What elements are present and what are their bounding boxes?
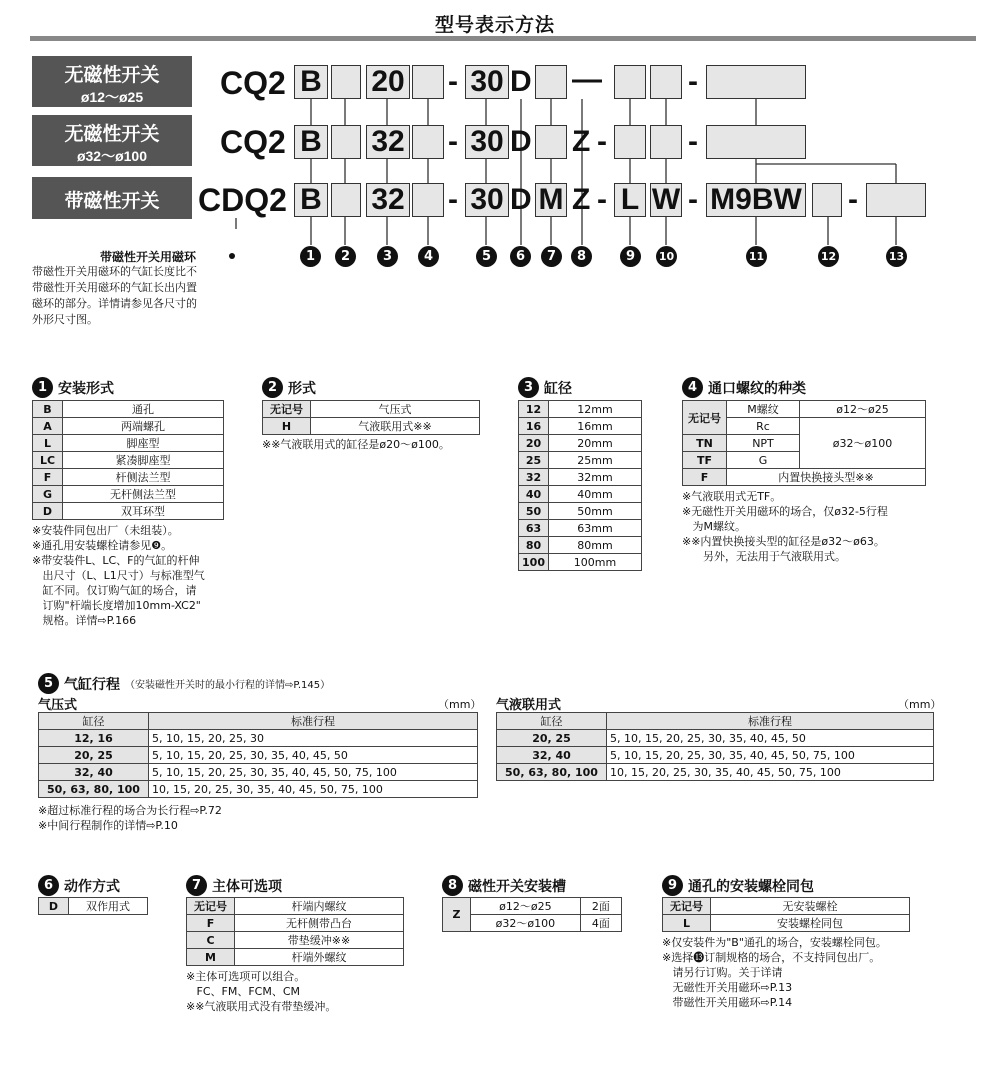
- num-11: 11: [746, 246, 767, 267]
- code-option-row3: [866, 183, 926, 217]
- longdash: —: [572, 63, 602, 96]
- code-b-row3: B: [294, 183, 328, 217]
- code-qty-row3: [812, 183, 842, 217]
- table-bolt: 无记号 无安装螺栓 L 安装螺栓同包: [662, 897, 910, 932]
- dash: -: [597, 183, 607, 216]
- code-d-row2: D: [510, 125, 532, 158]
- table-stroke-air: 缸径 标准行程 12, 16 5, 10, 15, 20, 25, 30 20, 25 5, 10, 15, 20, 25, 30, 35, 40, 45, 50 32, 40 5, 10, 15, 20, 25, 30, 35, 40, 45, 50, 75, 100 50, 63, 80, 100 10, 15, 20, 25, 30, 35, 40, 45, 50, 75, 100: [38, 712, 478, 798]
- num-13: 13: [886, 246, 907, 267]
- section-1-title: 1 安装形式: [32, 377, 114, 398]
- code-l-row3: L: [614, 183, 646, 217]
- code-bolt-row1: [650, 65, 682, 99]
- num-6: 6: [510, 246, 531, 267]
- section-9-note: ※仅安装件为"B"通孔的场合，安装螺栓同包。 ※选择⓭订制规格的场合，不支持同包出厂。 请另行订购。关于详请 无磁性开关用磁环⇨P.13 带磁性开关用磁环⇨P.14: [662, 936, 887, 1009]
- code-type-row1: [331, 65, 361, 99]
- dash: -: [688, 183, 698, 216]
- dash: -: [448, 183, 458, 216]
- section-2-title: 2 形式: [262, 377, 316, 398]
- dash: -: [688, 65, 698, 98]
- code-b-row1: B: [294, 65, 328, 99]
- section-7-note: ※主体可选项可以组合。 FC、FM、FCM、CM ※※气液联用式没有带垫缓冲。: [186, 970, 337, 1013]
- dash: -: [688, 125, 698, 158]
- dash: -: [597, 125, 607, 158]
- num-9: 9: [620, 246, 641, 267]
- code-w-row3: W: [651, 183, 681, 216]
- table-body-option: 无记号 杆端内螺纹 F 无杆侧带凸台 C 带垫缓冲※※ M 杆端外螺纹: [186, 897, 404, 966]
- section-2-note: ※※气液联用式的缸径是ø20～ø100。: [262, 438, 450, 451]
- code-type-row2: [331, 125, 361, 159]
- label-row2: 无磁性开关 ø32～ø100: [32, 115, 192, 166]
- table-action: D 双作用式: [38, 897, 148, 915]
- table-type: 无记号 气压式 H 气液联用式※※: [262, 400, 480, 435]
- code-d-row3: D: [510, 183, 532, 216]
- stroke-a-unit: （mm）: [438, 698, 482, 711]
- num-12: 12: [818, 246, 839, 267]
- num-4: 4: [418, 246, 439, 267]
- section-4-title: 4 通口螺纹的种类: [682, 377, 806, 398]
- code-mount-row2: [614, 125, 646, 159]
- section-7-title: 7 主体可选项: [186, 875, 282, 896]
- magnet-note: 带磁性开关用磁环的气缸长度比不 带磁性开关用磁环的气缸长出内置 磁环的部分。详情请参见各尺寸的 外形尺寸图。: [32, 265, 197, 326]
- code-opt-row2: [535, 125, 567, 159]
- num-1: 1: [300, 246, 321, 267]
- code-bore-row1: 20: [366, 65, 410, 99]
- magnet-title: 带磁性开关用磁环: [100, 250, 197, 264]
- code-suffix-row1: [706, 65, 806, 99]
- table-port-thread: 无记号 M螺纹 ø12～ø25 Rc ø32～ø100 TN NPT TF G F 内置快换接头型※※: [682, 400, 926, 486]
- table-bore: 12 12mm 16 16mm 20 20mm 25 25mm 32 32mm 40 40mm 50 50mm 63 63mm 80 80mm 100 100mm: [518, 400, 642, 571]
- section-5-note: ※超过标准行程的场合为长行程⇨P.72 ※中间行程制作的详情⇨P.10: [38, 804, 222, 832]
- section-8-title: 8 磁性开关安装槽: [442, 875, 566, 896]
- title-rule: [30, 36, 976, 41]
- model-prefix-row3: CDQ2: [198, 182, 287, 218]
- section-6-title: 6 动作方式: [38, 875, 120, 896]
- dash: -: [448, 125, 458, 158]
- stroke-a-title: 气压式: [38, 698, 78, 713]
- dash: -: [448, 65, 458, 98]
- section-4-note: ※气液联用式无TF。 ※无磁性开关用磁环的场合，仅ø32-5行程 为M螺纹。 ※※内置快换接头型的缸径是ø32～ø63。 另外，无法用于气液联用式。: [682, 490, 888, 563]
- page-title: 型号表示方法: [434, 14, 555, 36]
- code-z-row3: Z: [572, 183, 591, 216]
- code-stroke-row2: 30: [465, 125, 509, 159]
- model-prefix-row2: CQ2: [220, 124, 286, 160]
- num-10: 10: [656, 246, 677, 267]
- table-mounting: B 通孔 A 两端螺孔 L 脚座型 LC 紧凑脚座型 F 杆侧法兰型 G 无杆侧法兰型 D 双耳环型: [32, 400, 224, 520]
- code-bore-row2: 32: [366, 125, 410, 159]
- num-2: 2: [335, 246, 356, 267]
- label-row3: 带磁性开关: [32, 177, 192, 219]
- section-5-title: 5 气缸行程 （安装磁性开关时的最小行程的详情⇨P.145）: [38, 673, 330, 694]
- code-suffix-row2: [706, 125, 806, 159]
- num-7: 7: [541, 246, 562, 267]
- code-type-row3: [331, 183, 361, 217]
- code-d-row1: D: [510, 65, 532, 98]
- code-port-row2: [412, 125, 444, 159]
- section-3-title: 3 缸径: [518, 377, 572, 398]
- code-stroke-row3: 30: [465, 183, 509, 217]
- dash: -: [848, 183, 858, 216]
- section-9-title: 9 通孔的安装螺栓同包: [662, 875, 814, 896]
- code-stroke-row1: 30: [465, 65, 509, 99]
- label-row1: 无磁性开关 ø12～ø25: [32, 56, 192, 107]
- code-port-row3: [412, 183, 444, 217]
- code-bolt-row2: [650, 125, 682, 159]
- code-b-row2: B: [294, 125, 328, 159]
- num-3: 3: [377, 246, 398, 267]
- table-switch-groove: Z ø12～ø25 2面 ø32～ø100 4面: [442, 897, 622, 932]
- table-stroke-airhydro: 缸径 标准行程 20, 25 5, 10, 15, 20, 25, 30, 35, 40, 45, 50 32, 40 5, 10, 15, 20, 25, 30, 35, 40, 45, 50, 75, 100 50, 63, 80, 100 10, 15, 20, 25, 30, 35, 40, 45, 50, 75, 100: [496, 712, 934, 781]
- stroke-b-unit: （mm）: [898, 698, 942, 711]
- code-z-row2: Z: [572, 125, 591, 158]
- section-1-note: ※安装件同包出厂（未组装）。 ※通孔用安装螺栓请参见❾。 ※带安装件L、LC、F的气缸的杆伸 出尺寸（L、L1尺寸）与标准型气 缸不同。仅订购气缸的场合，请 订购"杆端长度增加10mm-XC2" 规格。详情⇨P.166: [32, 524, 205, 627]
- code-port-row1: [412, 65, 444, 99]
- num-5: 5: [476, 246, 497, 267]
- code-m-row3: M: [535, 183, 567, 217]
- code-opt-row1: [535, 65, 567, 99]
- code-bore-row3: 32: [366, 183, 410, 217]
- code-mount-row1: [614, 65, 646, 99]
- code-switch-row3: M9BW: [706, 183, 806, 217]
- stroke-b-title: 气液联用式: [496, 698, 562, 713]
- num-8: 8: [571, 246, 592, 267]
- model-prefix-row1: CQ2: [220, 65, 286, 101]
